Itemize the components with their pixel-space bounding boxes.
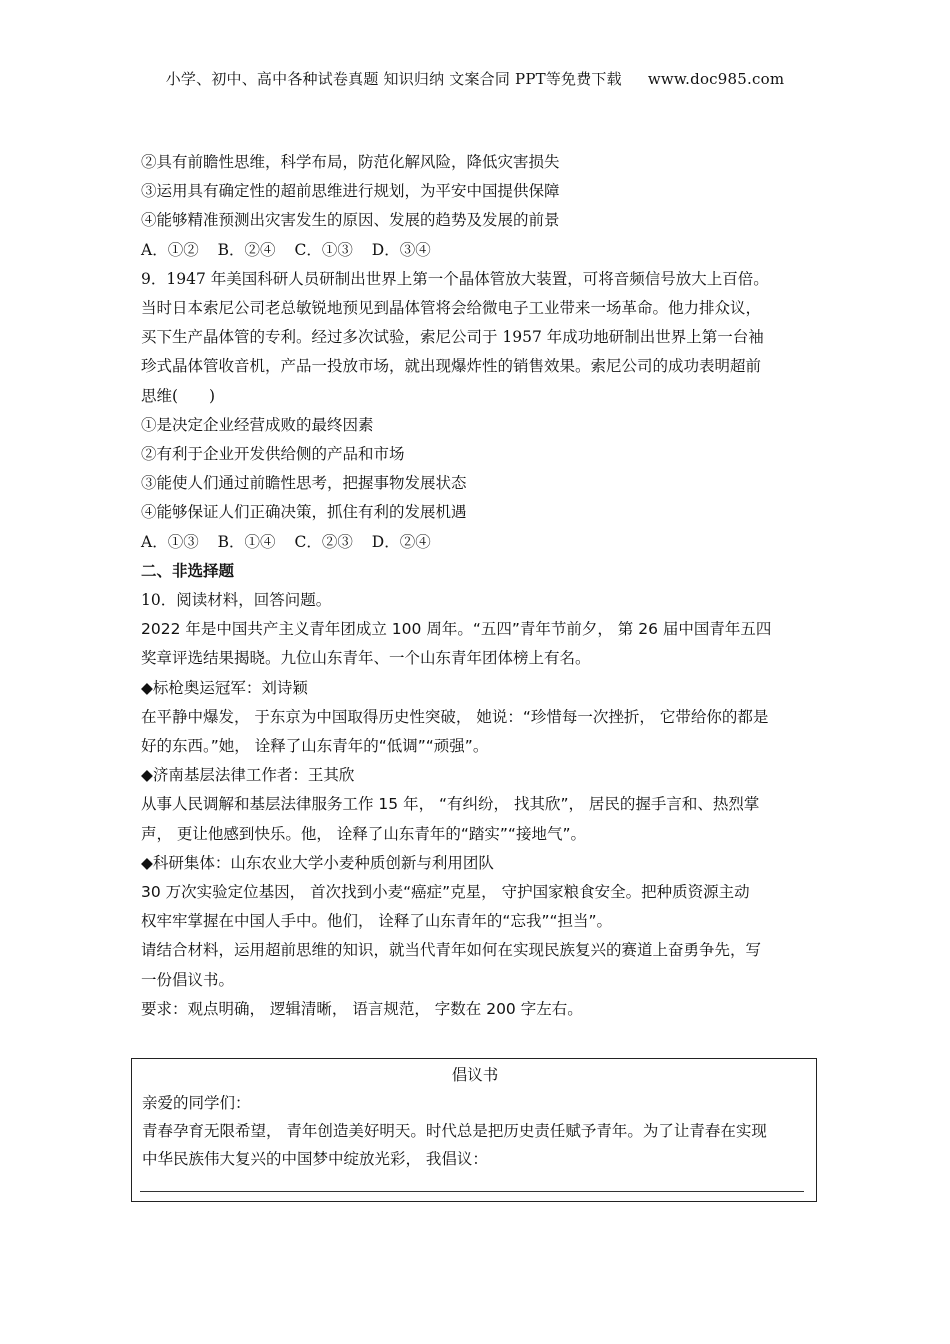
- section-title: 二、非选择题: [141, 561, 235, 580]
- task-line-2: 一份倡议书。: [141, 970, 235, 989]
- q9-stem-line-3: 买下生产晶体管的专利。经过多次试验，索尼公司于 1957 年成功地研制出世界上第一台袖: [141, 328, 764, 347]
- q9-stem-line-5: 思维( ): [141, 386, 216, 405]
- material-line-10: 30 万次实验定位基因， 首次找到小麦“癌症”克星， 守护国家粮食安全。把种质资源主动: [141, 883, 750, 902]
- proposal-body: [142, 1089, 810, 1173]
- q10-title: 10．阅读材料，回答问题。: [141, 591, 332, 610]
- q8-choices: [141, 236, 813, 265]
- q9-option-4: ④能够保证人们正确决策，抓住有利的发展机遇: [141, 503, 467, 522]
- q9-choice-c: C．②③: [294, 532, 353, 551]
- material-line-6: ◆济南基层法律工作者：王其欣: [141, 766, 355, 785]
- material-line-1: 2022 年是中国共产主义青年团成立 100 周年。“五四”青年节前夕， 第 26 届中国青年五四: [141, 620, 772, 639]
- proposal-box: [131, 1058, 817, 1202]
- q9-option-2: ②有利于企业开发供给侧的产品和市场: [141, 445, 405, 464]
- requirement: 要求：观点明确， 逻辑清晰， 语言规范， 字数在 200 字左右。: [141, 999, 583, 1018]
- proposal-title: 倡议书: [451, 1066, 499, 1084]
- q9-choice-b: B．①④: [217, 532, 276, 551]
- material-line-8: 声， 更让他感到快乐。他， 诠释了山东青年的“踏实”“接地气”。: [141, 824, 586, 843]
- q8-choice-b: B．②④: [217, 240, 276, 259]
- material-line-11: 权牢牢掌握在中国人手中。他们， 诠释了山东青年的“忘我”“担当”。: [141, 912, 613, 931]
- q8-option-3: ③运用具有确定性的超前思维进行规划，为平安中国提供保障: [141, 182, 560, 201]
- material-line-4: 在平静中爆发， 于东京为中国取得历史性突破， 她说：“珍惜每一次挫折， 它带给你的都是: [141, 707, 769, 726]
- material-line-5: 好的东西。”她， 诠释了山东青年的“低调”“顽强”。: [141, 737, 489, 756]
- q9-stem-line-4: 珍式晶体管收音机，产品一投放市场，就出现爆炸性的销售效果。索尼公司的成功表明超前: [141, 357, 762, 376]
- header-site-url: www.doc985.com: [647, 70, 785, 88]
- header-text: 小学、初中、高中各种试卷真题 知识归纳 文案合同 PPT等免费下载: [165, 70, 622, 88]
- q9-stem-line-2: 当时日本索尼公司老总敏锐地预见到晶体管将会给微电子工业带来一场革命。他力排众议，: [141, 299, 762, 318]
- q9-choices: [141, 528, 813, 557]
- q8-option-2: ②具有前瞻性思维，科学布局，防范化解风险，降低灾害损失: [141, 153, 560, 171]
- proposal-body-line-1: 青春孕育无限希望， 青年创造美好明天。时代总是把历史责任赋予青年。为了让青春在实现: [142, 1122, 767, 1140]
- q8-option-4: ④能够精准预测出灾害发生的原因、发展的趋势及发展的前景: [141, 211, 560, 230]
- q9-stem-line-1: 9．1947 年美国科研人员研制出世界上第一个晶体管放大装置，可将音频信号放大上百倍。: [141, 269, 769, 288]
- q8-choice-d: D．③④: [371, 240, 431, 259]
- material-line-3: ◆标枪奥运冠军：刘诗颖: [141, 678, 308, 697]
- task-line-1: 请结合材料，运用超前思维的知识，就当代青年如何在实现民族复兴的赛道上奋勇争先，写: [141, 941, 762, 960]
- q9-option-1: ①是决定企业经营成败的最终因素: [141, 415, 374, 434]
- proposal-greeting: 亲爱的同学们：: [142, 1094, 251, 1112]
- q9-choice-d: D．②④: [371, 532, 431, 551]
- material-line-2: 奖章评选结果揭晓。九位山东青年、一个山东青年团体榜上有名。: [141, 649, 591, 668]
- material-line-7: 从事人民调解和基层法律服务工作 15 年， “有纠纷， 找其欣”， 居民的握手言和、热烈掌: [141, 795, 760, 814]
- answer-line[interactable]: [140, 1191, 804, 1192]
- q9-option-3: ③能使人们通过前瞻性思考，把握事物发展状态: [141, 474, 467, 493]
- material-line-9: ◆科研集体：山东农业大学小麦种质创新与利用团队: [141, 853, 494, 872]
- document-body: [141, 148, 813, 1024]
- q9-choice-a: A．①③: [141, 532, 199, 551]
- page-header: [0, 68, 950, 89]
- proposal-body-line-2: 中华民族伟大复兴的中国梦中绽放光彩， 我倡议：: [142, 1150, 488, 1168]
- q8-choice-c: C．①③: [294, 240, 353, 259]
- q8-choice-a: A．①②: [141, 240, 199, 259]
